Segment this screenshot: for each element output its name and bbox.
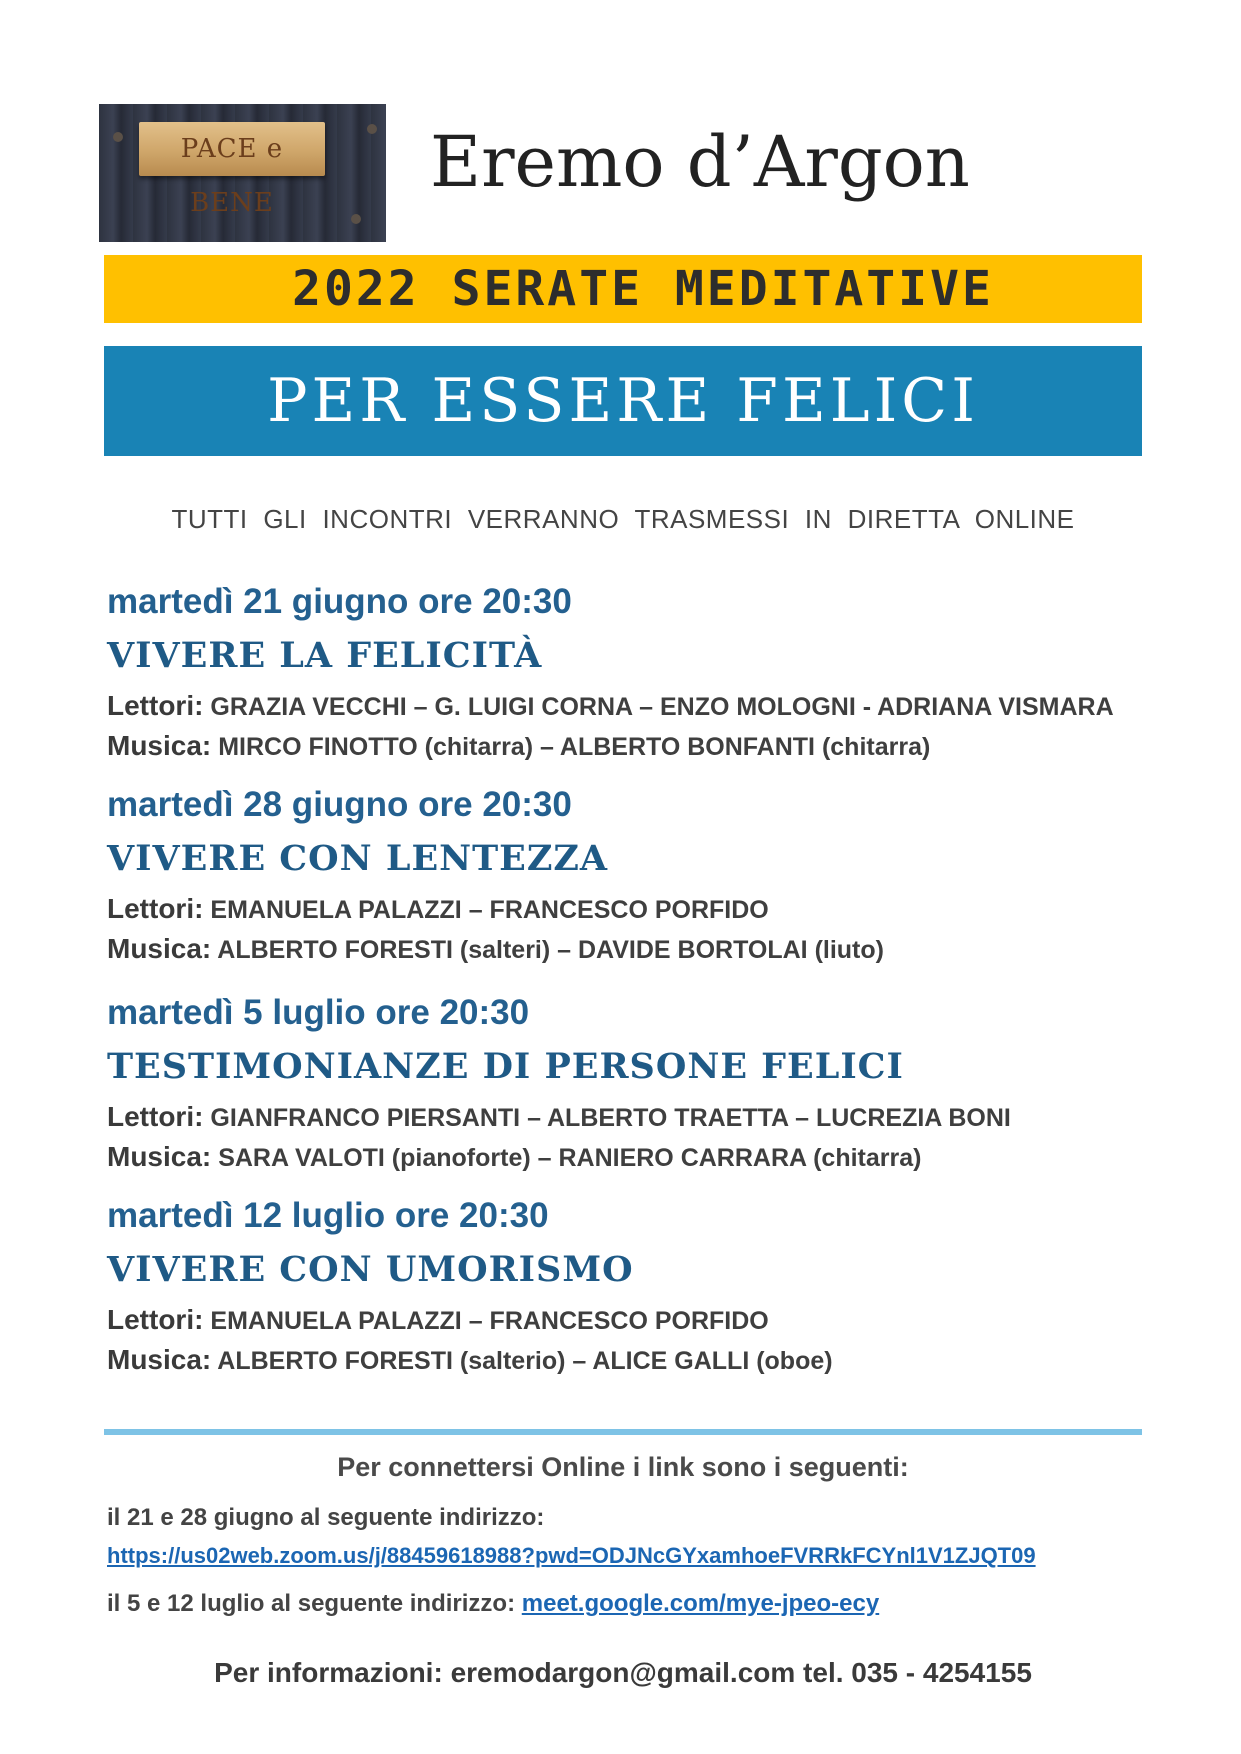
sign-text: PACE e BENE xyxy=(180,134,284,218)
contact-info: Per informazioni: eremodargon@gmail.com tel. 035 - 4254155 xyxy=(214,1657,1032,1688)
lettori-names: GRAZIA VECCHI – G. LUIGI CORNA – ENZO MOLOGNI - ADRIANA VISMARA xyxy=(210,693,1114,721)
event-4 xyxy=(107,1192,1147,1380)
year-banner xyxy=(104,255,1142,323)
event-musica xyxy=(107,1340,1147,1380)
musica-names: SARA VALOTI (pianoforte) – RANIERO CARRARA (chitarra) xyxy=(218,1144,922,1172)
event-musica xyxy=(107,1137,1147,1177)
musica-label: Musica: xyxy=(107,1344,212,1375)
online-notice: TUTTI GLI INCONTRI VERRANNO TRASMESSI IN DIRETTA ONLINE xyxy=(171,504,1075,534)
event-lettori xyxy=(107,686,1147,726)
zoom-link[interactable]: https://us02web.zoom.us/j/88459618988?pwd=ODJNcGYxamhoeFVRRkFCYnl1V1ZJQT09 xyxy=(107,1543,1036,1568)
year-banner-text: 2022 SERATE MEDITATIVE xyxy=(292,261,994,317)
brand-title: Eremo d’Argon xyxy=(430,121,970,203)
meet-link[interactable]: meet.google.com/mye-jpeo-ecy xyxy=(521,1590,880,1617)
event-date: martedì 12 luglio ore 20:30 xyxy=(107,1196,549,1235)
event-title: VIVERE LA FELICITÀ xyxy=(107,635,543,676)
lettori-names: EMANUELA PALAZZI – FRANCESCO PORFIDO xyxy=(210,896,769,924)
event-title: VIVERE CON LENTEZZA xyxy=(107,838,609,879)
event-title: TESTIMONIANZE DI PERSONE FELICI xyxy=(107,1046,904,1087)
zoom-link-row xyxy=(107,1542,1036,1570)
meet-row xyxy=(107,1590,879,1618)
musica-names: ALBERTO FORESTI (salteri) – DAVIDE BORTOLAI (liuto) xyxy=(217,936,884,964)
event-musica xyxy=(107,726,1147,766)
meet-intro: il 5 e 12 luglio al seguente indirizzo: xyxy=(107,1590,516,1617)
musica-label: Musica: xyxy=(107,933,212,964)
zoom-intro: il 21 e 28 giugno al seguente indirizzo: xyxy=(107,1504,545,1531)
lettori-names: GIANFRANCO PIERSANTI – ALBERTO TRAETTA – LUCREZIA BONI xyxy=(210,1104,1011,1132)
header-photo xyxy=(99,104,386,242)
section-divider xyxy=(104,1429,1142,1435)
event-date: martedì 28 giugno ore 20:30 xyxy=(107,785,572,824)
lettori-label: Lettori: xyxy=(107,893,204,924)
event-2 xyxy=(107,781,1147,969)
event-lettori xyxy=(107,889,1147,929)
musica-names: ALBERTO FORESTI (salterio) – ALICE GALLI (oboe) xyxy=(217,1347,833,1375)
musica-label: Musica: xyxy=(107,730,212,761)
event-lettori xyxy=(107,1300,1147,1340)
event-date: martedì 5 luglio ore 20:30 xyxy=(107,993,530,1032)
lettori-label: Lettori: xyxy=(107,690,204,721)
musica-label: Musica: xyxy=(107,1141,212,1172)
connect-title: Per connettersi Online i link sono i seguenti: xyxy=(337,1452,909,1482)
event-title: VIVERE CON UMORISMO xyxy=(107,1249,634,1290)
event-date: martedì 21 giugno ore 20:30 xyxy=(107,582,572,621)
event-musica xyxy=(107,929,1147,969)
musica-names: MIRCO FINOTTO (chitarra) – ALBERTO BONFANTI (chitarra) xyxy=(218,733,931,761)
lettori-label: Lettori: xyxy=(107,1304,204,1335)
event-1 xyxy=(107,578,1147,766)
lettori-names: EMANUELA PALAZZI – FRANCESCO PORFIDO xyxy=(210,1307,769,1335)
event-3 xyxy=(107,989,1147,1177)
lettori-label: Lettori: xyxy=(107,1101,204,1132)
theme-banner-text: PER ESSERE FELICI xyxy=(267,366,979,436)
event-lettori xyxy=(107,1097,1147,1137)
pace-bene-sign xyxy=(139,122,325,218)
theme-banner xyxy=(104,346,1142,456)
